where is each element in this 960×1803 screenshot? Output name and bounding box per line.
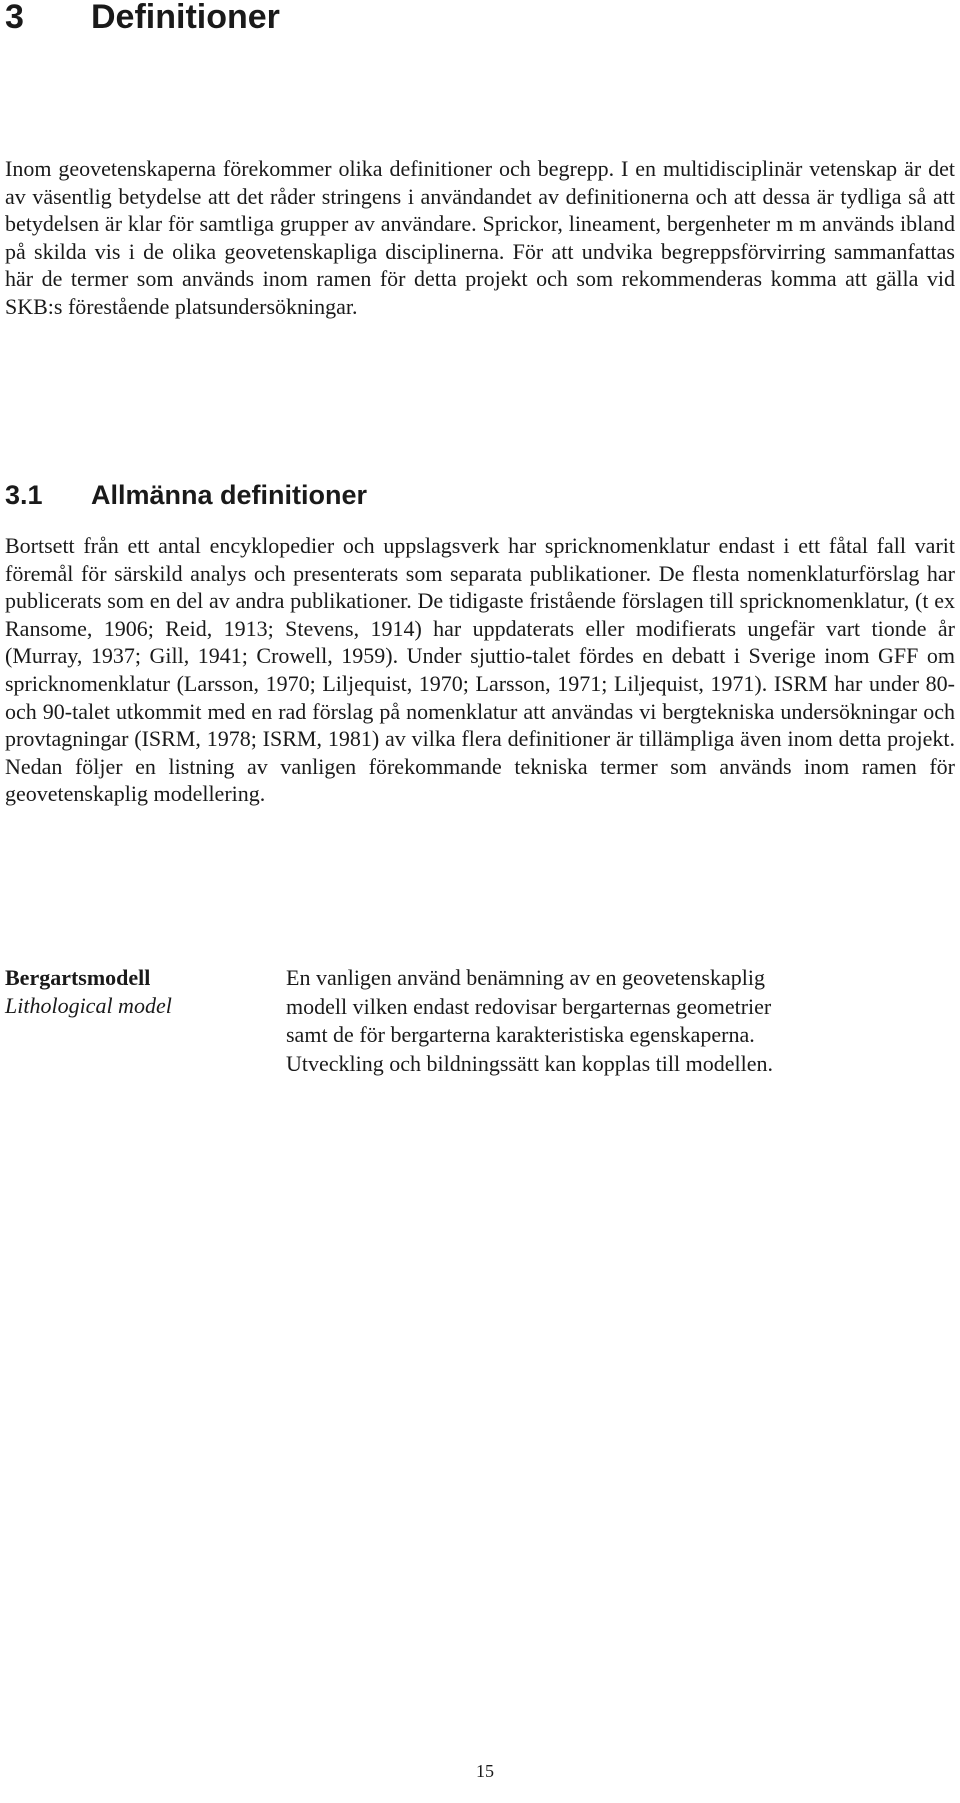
section-title-text: Allmänna definitioner bbox=[91, 480, 368, 510]
chapter-title-text: Definitioner bbox=[91, 0, 280, 36]
definition-term-swedish: Bergartsmodell bbox=[5, 965, 151, 990]
intro-paragraph: Inom geovetenskaperna förekommer olika definitioner och begrepp. I en multidisciplinär vetenskap är det av väsentlig betydelse att det råder stringens i användandet av definitionerna och att dessa är tydliga så att betydelsen är klar för samtliga grupper av användare. Sprickor, lineament, bergenheter m m används ibland på skilda vis i de olika geovetenskapliga disciplinerna. För att undvika begreppsförvirring sammanfattas här de termer som används inom ramen för detta projekt och som rekommenderas komma att gälla vid SKB:s förestående platsundersökningar. bbox=[5, 156, 955, 319]
definition-term bbox=[5, 964, 275, 1020]
section-paragraph: Bortsett från ett antal encyklopedier och uppslagsverk har spricknomenklatur endast i ett fåtal fall varit föremål för särskild analys och presenterats som separata publikationer. De flesta nomenklaturförslag har publicerats som en del av andra publikationer. De tidigaste fristående förslagen till spricknomenklatur, (t ex Ransome, 1906; Reid, 1913; Stevens, 1914) har uppdaterats eller modifierats ungefär vart tionde år (Murray, 1937; Gill, 1941; Crowell, 1959). Under sjuttio-talet fördes en debatt i Sverige inom GFF om spricknomenklatur (Larsson, 1970; Liljequist, 1970; Larsson, 1971; Liljequist, 1971). ISRM har under 80- och 90-talet utkommit med en rad förslag på nomenklatur att användas vi bergtekniska undersökningar och provtagningar (ISRM, 1978; ISRM, 1981) av vilka flera definitioner är tillämpliga även inom detta projekt. Nedan följer en listning av vanligen förekommande tekniska termer som används inom ramen för geovetenskaplig modellering. bbox=[5, 533, 955, 807]
chapter-title bbox=[5, 0, 280, 34]
definition-text: En vanligen använd benämning av en geovetenskaplig modell vilken endast redovisar bergarternas geometrier samt de för bergarterna karakteristiska egenskaperna. Utveckling och bildningssätt kan kopplas till modellen. bbox=[286, 965, 773, 1076]
chapter-number: 3 bbox=[5, 0, 24, 36]
section-number: 3.1 bbox=[5, 480, 43, 510]
section-title bbox=[5, 480, 367, 510]
page-number: 15 bbox=[476, 1761, 494, 1781]
definition-term-english: Lithological model bbox=[5, 993, 172, 1018]
